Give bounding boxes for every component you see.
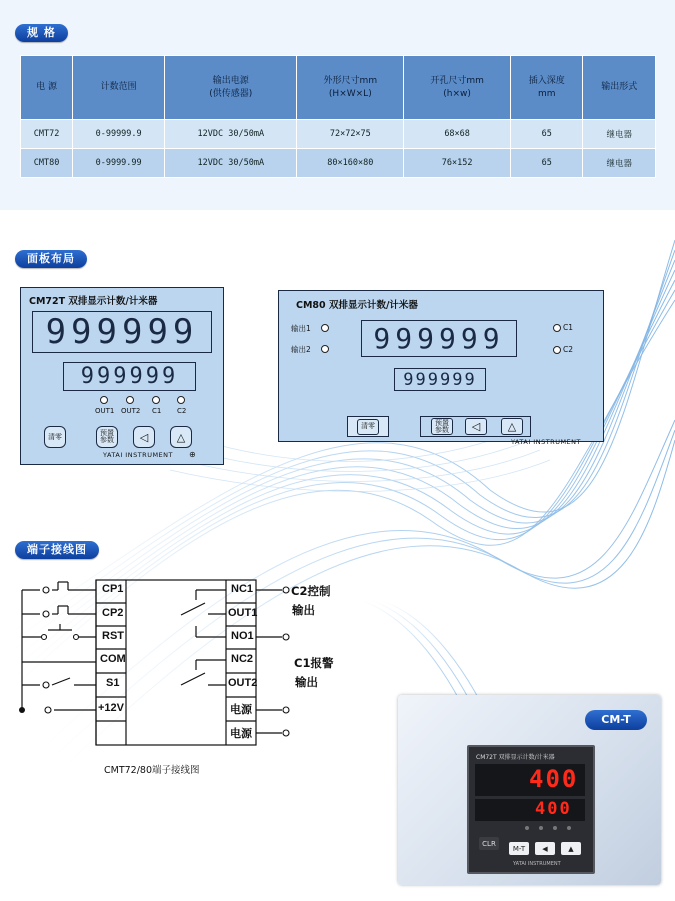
table-row (21, 120, 656, 149)
spec-header-range: 计数范围 (73, 56, 165, 120)
panel-cm80-title: CM80 双排显示计数/计米器 (296, 300, 418, 311)
device-lower-readout: 400 (535, 799, 572, 819)
table-cell: 12VDC 30/50mA (165, 120, 297, 149)
left-button[interactable]: ◁ (133, 426, 155, 448)
spec-header-power: 电 源 (21, 56, 73, 120)
device-left-button[interactable]: ◀ (535, 842, 555, 855)
terminal-out2: OUT2 (228, 677, 258, 689)
panel-cm72 (20, 287, 224, 465)
spec-table (20, 55, 656, 178)
table-cell: 72×72×75 (297, 120, 404, 149)
table-cell: CMT72 (21, 120, 73, 149)
device-clr-button[interactable]: CLR (479, 837, 499, 850)
led-label: OUT1 (95, 407, 115, 415)
table-cell: 0-99999.9 (73, 120, 165, 149)
brand-label: YATAI INSTRUMENT (103, 451, 174, 459)
clear-button[interactable]: 清零 (44, 426, 66, 448)
spec-header-dimensions: 外形尺寸mm (H×W×L) (297, 56, 404, 120)
c2-output-label: C2控制 (291, 584, 331, 598)
c1-alarm-label: C1报警 (294, 656, 334, 670)
led-label: 输出2 (291, 345, 311, 354)
terminal-no1: NO1 (231, 630, 254, 642)
table-cell: 继电器 (583, 120, 656, 149)
spec-header-output-power: 输出电源 (供传感器) (165, 56, 297, 120)
led-c2 (177, 396, 185, 404)
table-cell: 继电器 (583, 149, 656, 178)
table-cell: 65 (511, 149, 583, 178)
device-upper-readout: 400 (529, 765, 579, 793)
upper-display: 999999 (32, 311, 212, 353)
spec-header-depth: 插入深度 mm (511, 56, 583, 120)
terminal-com: COM (100, 653, 126, 665)
device-led (539, 826, 543, 830)
led-c1 (152, 396, 160, 404)
upper-display: 999999 (361, 320, 517, 357)
led-label: C1 (563, 323, 574, 332)
device-mode-button[interactable]: M-T (509, 842, 529, 855)
preset-button[interactable]: 预置参数 (96, 426, 118, 448)
section-tab-panel: 面板布局 (15, 250, 87, 268)
device-image (467, 745, 595, 874)
led-out1 (100, 396, 108, 404)
table-cell: 80×160×80 (297, 149, 404, 178)
led-label: C1 (152, 407, 162, 415)
wiring-diagram (0, 570, 360, 760)
brand-label: YATAI INSTRUMENT (511, 438, 582, 446)
terminal-power-2: 电源 (230, 728, 252, 740)
device-led (553, 826, 557, 830)
product-badge: CM-T (585, 710, 647, 730)
led-label: OUT2 (121, 407, 141, 415)
section-tab-wiring: 端子接线图 (15, 541, 99, 559)
table-cell: 68×68 (404, 120, 511, 149)
table-cell: 0-9999.99 (73, 149, 165, 178)
led-out1 (321, 324, 329, 332)
terminal-nc2: NC2 (231, 653, 254, 665)
device-brand: YATAI INSTRUMENT (513, 861, 561, 867)
up-button[interactable]: △ (501, 418, 523, 435)
table-row (21, 149, 656, 178)
device-led (567, 826, 571, 830)
device-up-button[interactable]: ▲ (561, 842, 581, 855)
terminal-out1: OUT1 (228, 607, 258, 619)
section-tab-spec: 规 格 (15, 24, 68, 42)
table-cell: 76×152 (404, 149, 511, 178)
table-cell: 65 (511, 120, 583, 149)
lower-display: 999999 (63, 362, 196, 391)
clear-button-frame (347, 416, 389, 437)
up-button[interactable]: △ (170, 426, 192, 448)
led-c1 (553, 324, 561, 332)
terminal-rst: RST (102, 630, 124, 642)
terminal-12v: +12V (98, 702, 124, 714)
terminal-cp1: CP1 (102, 583, 124, 595)
led-out2 (126, 396, 134, 404)
brand-logo-icon: ⊕ (189, 450, 196, 459)
led-label: C2 (177, 407, 187, 415)
panel-cm80 (278, 290, 604, 446)
terminal-s1: S1 (106, 677, 120, 689)
led-label: C2 (563, 345, 574, 354)
c1-alarm-label-2: 输出 (295, 675, 318, 689)
spec-header-cutout: 开孔尺寸mm (h×w) (404, 56, 511, 120)
lower-display: 999999 (394, 368, 486, 391)
left-button[interactable]: ◁ (465, 418, 487, 435)
c2-output-label-2: 输出 (292, 603, 315, 617)
device-led (525, 826, 529, 830)
preset-button[interactable]: 预置参数 (431, 418, 453, 435)
terminal-nc1: NC1 (231, 583, 254, 595)
device-title: CM72T 双排显示计数/计米器 (476, 754, 555, 761)
terminal-cp2: CP2 (102, 607, 124, 619)
wiring-caption: CMT72/80端子接线图 (104, 765, 200, 776)
terminal-power-1: 电源 (230, 704, 252, 716)
spec-header-output-type: 输出形式 (583, 56, 656, 120)
table-cell: 12VDC 30/50mA (165, 149, 297, 178)
panel-cm72-title: CM72T 双排显示计数/计米器 (29, 296, 158, 307)
led-label: 输出1 (291, 324, 311, 333)
table-cell: CMT80 (21, 149, 73, 178)
clear-button[interactable]: 清零 (357, 419, 379, 435)
led-out2 (321, 345, 329, 353)
led-c2 (553, 346, 561, 354)
